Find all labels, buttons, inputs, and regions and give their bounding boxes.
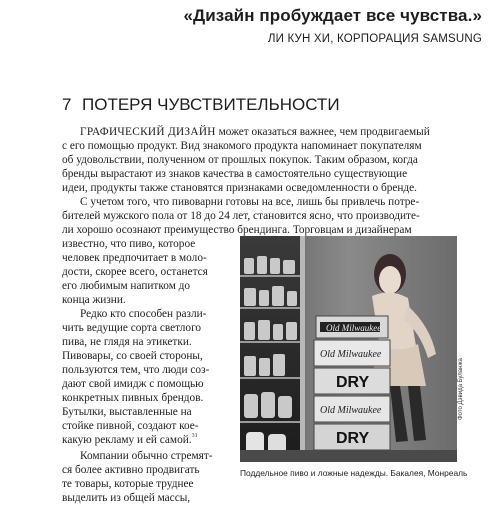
body-line: конкретных пивных брендов. bbox=[62, 392, 204, 404]
beer-box-stack bbox=[314, 316, 390, 450]
body-line: Компании обычно стремят- bbox=[80, 450, 213, 462]
chapter-number: 7 bbox=[62, 95, 72, 114]
lead-in-caps: ГРАФИЧЕСКИЙ ДИЗАЙН bbox=[80, 126, 216, 138]
body-line: ли хорошо осознают преимущество брендинга. Торговцам и дизайнерам bbox=[62, 224, 412, 236]
body-line: Пивовары, со своей стороны, bbox=[62, 350, 203, 362]
body-line: те товары, которые труднее bbox=[62, 478, 194, 490]
body-line: С учетом того, что пивоварни готовы на все, лишь бы привлечь потре- bbox=[80, 196, 420, 208]
body-line: его любимым напитком до bbox=[62, 280, 191, 292]
body-line: человек предпочитает в моло- bbox=[62, 252, 207, 264]
store-photo-drawing bbox=[240, 236, 457, 462]
box-label: Old Milwaukee bbox=[326, 323, 382, 333]
body-line: известно, что пиво, которое bbox=[62, 238, 196, 250]
box-label: DRY bbox=[336, 430, 370, 447]
body-line: дают свой имидж с помощью bbox=[62, 378, 204, 390]
body-line: бителей мужского пола от 18 до 24 лет, становится ясно, что производите- bbox=[62, 210, 420, 222]
body-line: с его помощью продукт. Вид знакомого продукта напоминает покупателям bbox=[62, 140, 422, 152]
body-line: бренды вырастают из знаков качества в самостоятельно существующие bbox=[62, 168, 408, 180]
body-line: чить ведущие сорта светлого bbox=[62, 322, 202, 334]
epigraph-attribution: ЛИ КУН ХИ, КОРПОРАЦИЯ SAMSUNG bbox=[267, 33, 482, 45]
body-line: ся более активно продвигать bbox=[62, 464, 200, 476]
epigraph-quote: «Дизайн пробуждает все чувства.» bbox=[183, 6, 482, 25]
store-photo bbox=[240, 236, 457, 462]
body-line: пива, не глядя на этикетки. bbox=[62, 336, 192, 348]
body-line: конца жизни. bbox=[62, 294, 126, 306]
photo-caption: Поддельное пиво и ложные надежды. Бакалея, Монреаль bbox=[240, 468, 468, 478]
chapter-title: ПОТЕРЯ ЧУВСТВИТЕЛЬНОСТИ bbox=[82, 95, 340, 114]
body-line: какую рекламу и ей самой.$^{31}$ bbox=[62, 433, 198, 446]
body-line: Бутылки, выставленные на bbox=[62, 406, 192, 418]
body-line: дости, скорее всего, останется bbox=[62, 266, 208, 278]
body-line: идеи, продукты также становятся признаками осведомленности о бренде. bbox=[62, 182, 417, 194]
body-line: выделить из общей массы, bbox=[62, 492, 191, 504]
body-line: об удовольствии, полученном от прошлых покупок. Таким образом, когда bbox=[62, 154, 418, 166]
box-label: Old Milwaukee bbox=[320, 405, 382, 416]
body-line: Редко кто способен разли- bbox=[80, 308, 207, 320]
box-label: DRY bbox=[336, 374, 370, 391]
box-label: Old Milwaukee bbox=[320, 349, 382, 360]
body-line: пользуются тем, что люди соз- bbox=[62, 364, 210, 376]
photo-credit: Фото Дэвида Буланжа bbox=[458, 358, 464, 420]
body-line: ГРАФИЧЕСКИЙ ДИЗАЙН может оказаться важнее, чем продвигаемый bbox=[80, 126, 430, 138]
body-line: стойке пивной, создают кое- bbox=[62, 420, 199, 432]
footnote-marker: 31 bbox=[191, 433, 198, 439]
